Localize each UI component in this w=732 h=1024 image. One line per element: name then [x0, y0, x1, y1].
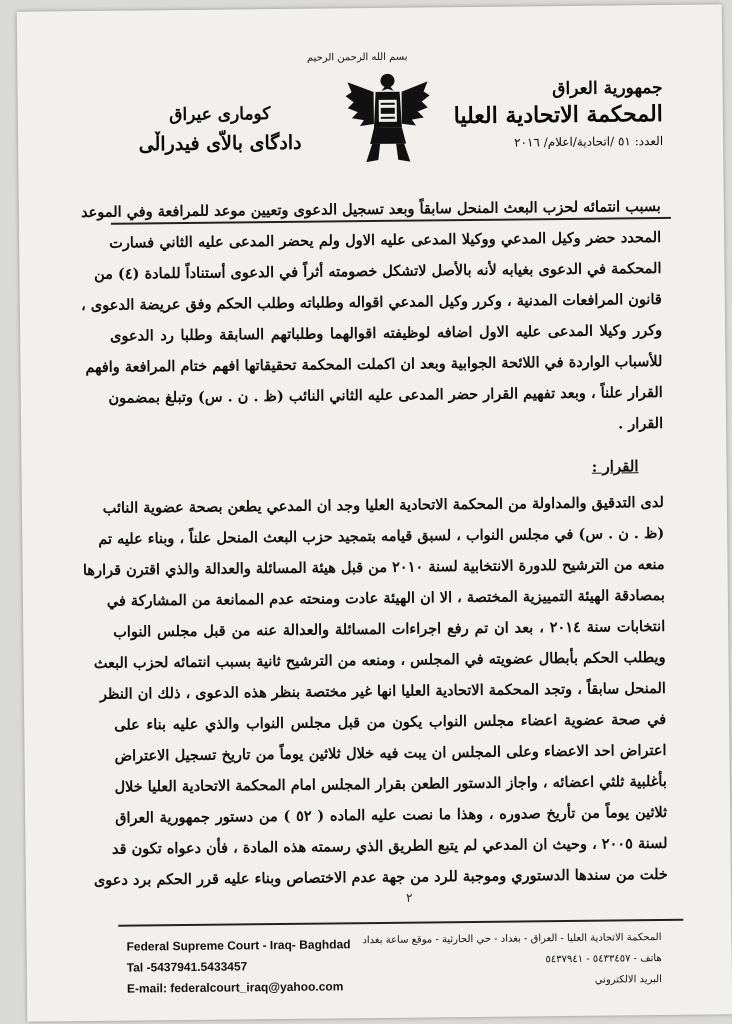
- text-line: اعتراض احد الاعضاء وعلى المجلس ان يبت فيه خلال ثلاثين يوماً من تاريخ تسجيل الاعتراض: [114, 741, 667, 765]
- text-line: المحدد حضر وكيل المدعي ووكيلا المدعى عليه الاول ولم يحضر المدعى عليه الثاني فسارت: [109, 228, 662, 252]
- text-line: المنحل سابقاً ، وتجد المحكمة الاتحادية العليا انها غير مختصة بنظر هذه الدعوى ، ذلك ان النظر: [99, 679, 666, 703]
- footer-divider: [118, 919, 683, 927]
- text-line: لدى التدقيق والمداولة من المحكمة الاتحادية العليا وجد ان المدعي يطعن بصحة عضوية النائب: [102, 493, 664, 517]
- text-line: القرار .: [618, 414, 664, 433]
- text-line: بسبب انتمائه لحزب البعث المنحل سابقاً وبعد تسجيل الدعوى وتعيين موعد للمرافعة وفي الموعد: [80, 197, 661, 222]
- footer-arabic: [361, 927, 662, 993]
- text-line: بمصادقة الهيئة التمييزية المختصة ، الا ان الهيئة عادت ومنحته عدم الممانعة من المشاركة في: [106, 586, 665, 610]
- text-line: خلت من سندها الدستوري وموجبة للرد من جهة عدم الاختصاص وبناء عليه قرر الحكم برد دعوى: [93, 865, 668, 889]
- footer-email-label: البريد الالكتروني: [594, 974, 662, 986]
- republic-title: جمهورية العراق: [552, 77, 663, 100]
- kurdish-republic-title: كومارى عيراق: [169, 104, 271, 126]
- text-line: وكرر وكيلا المدعى عليه الاول اضافه لوظيفته اقوالهما وطلباتهم السابقة وطلبا رد الدعوى: [110, 321, 663, 345]
- decision-heading: القرار :: [591, 457, 639, 476]
- text-line: منعه من الترشيح للدورة الانتخابية لسنة ٢٠١٠ من قبل هيئة المسائلة والعدالة والذي اقترن قرارها: [82, 555, 665, 580]
- text-line: لسنة ٢٠٠٥ ، وحيث ان المدعي لم يتبع الطريق الذي رسمته هذه المادة ، فأن دعواه تكون قد: [111, 834, 668, 858]
- text-line: المحكمة في الدعوى بغيابه لأنه بالأصل لاتشكل خصومته أثراً في الدعوى أستناداً للمادة (٤) من: [94, 259, 662, 283]
- footer-english: [126, 934, 351, 999]
- paragraph-2: [82, 487, 668, 896]
- court-title: المحكمة الاتحادية العليا: [453, 100, 663, 130]
- text-line: انتخابات سنة ٢٠١٤ ، بعد ان تم رفع اجراءات المسائلة والعدالة عنه من قبل مجلس النواب: [113, 617, 666, 641]
- header-arabic: [442, 77, 663, 153]
- footer-phone: Tal -5437941.5433457: [126, 959, 248, 975]
- kurdish-court-title: دادگاى بالاّى فيدراڵى: [138, 131, 302, 156]
- text-line: بأغلبية ثلثي اعضائه ، واجاز الدستور الطعن بقرار المجلس امام المحكمة الاتحادية العليا خلال: [114, 772, 667, 796]
- text-line: قانون المرافعات المدنية ، وكرر وكيل المدعي اقواله وطلباته وطلب الحكم وفق عريضة الدعوى ،: [81, 290, 662, 315]
- header-kurdish: [110, 98, 331, 158]
- reference-number: العدد: ٥١ /اتحادية/اعلام/ ٢٠١٦: [514, 133, 664, 150]
- footer-court-name: Federal Supreme Court - Iraq- Baghdad: [126, 937, 351, 954]
- text-line: ثلاثين يوماً من تأريخ صدوره ، وهذا ما نصت عليه الماده ( ٥٢ ) من دستور جمهورية العراق: [115, 803, 668, 827]
- text-line: في صحة عضوية اعضاء مجلس النواب يكون من قبل مجلس النواب والذي عليه بناء على: [114, 710, 667, 734]
- paragraph-1: [80, 191, 664, 445]
- basmala: بسم الله الرحمن الرحيم: [306, 51, 408, 64]
- document-page: [17, 4, 732, 1021]
- text-line: (ظ . ن . س) في مجلس النواب ، لسبق قيامه بتمجيد حزب البعث المنحل علناً ، وبناء عليه تم: [98, 524, 665, 548]
- text-line: ويطلب الحكم بأبطال عضويته في المجلس ، ومنعه من الترشيح ثانية بسبب انتمائه لحزب البعث: [93, 648, 666, 672]
- footer-email: E-mail: federalcourt_iraq@yahoo.com: [126, 979, 344, 996]
- footer-address: المحكمة الاتحادية العليا - العراق - بغداد - حي الحارثية - موقع ساعة بغداد: [362, 932, 662, 947]
- text-line: القرار علناً ، وبعد تفهيم القرار حضر المدعى عليه الثاني النائب (ظ . ن . س) وتبلغ بمضمون: [108, 383, 663, 407]
- footer-phone-ar: هاتف - ٥٤٣٣٤٥٧ - ٥٤٣٧٩٤١: [545, 953, 662, 966]
- page-number: ٢: [405, 890, 413, 905]
- iraq-eagle-emblem: [343, 69, 432, 164]
- text-line: للأسباب الواردة في اللائحة الجوابية وبعد ان اكملت المحكمة تحقيقاتها افهم ختام المرافعة وافهم: [85, 352, 663, 377]
